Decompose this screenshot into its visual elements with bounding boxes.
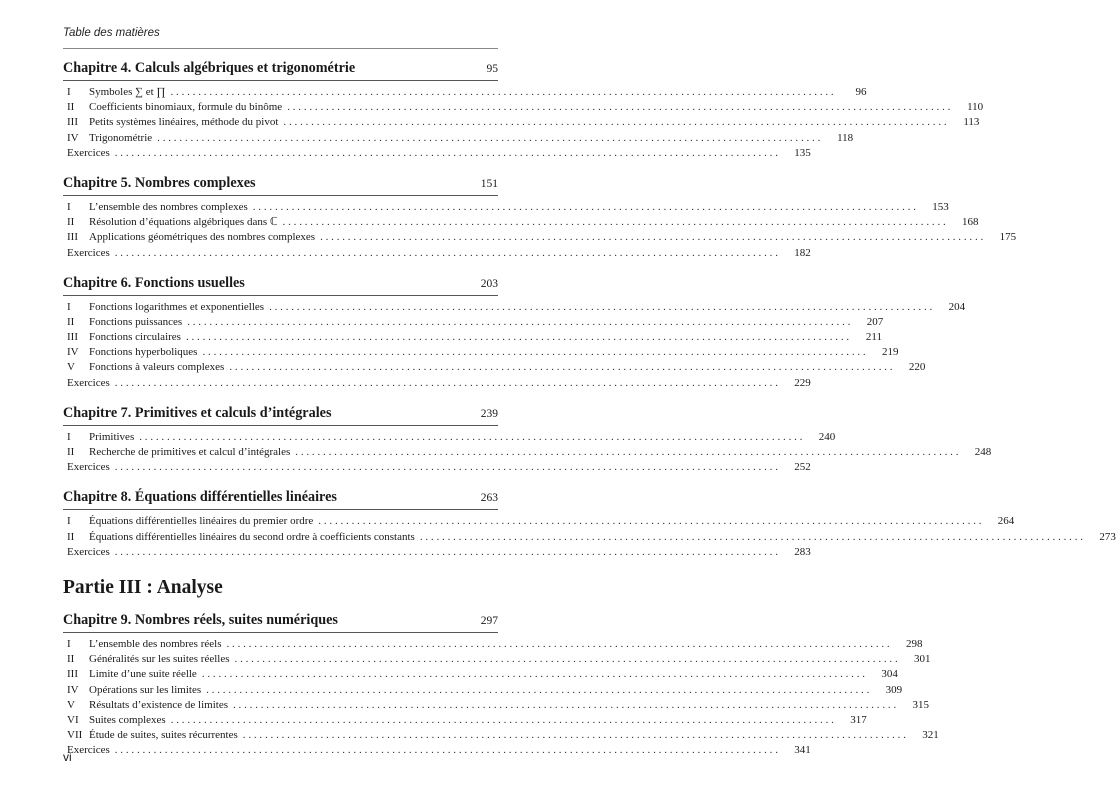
dot-leader: ........................................................................................................................ — [206, 683, 873, 696]
entry-page: 309 — [885, 683, 903, 696]
dot-leader: ........................................................................................................................ — [114, 461, 781, 474]
dot-leader: ........................................................................................................................ — [170, 86, 837, 98]
chapter-title: Chapitre 8. Équations différentielles linéaires — [63, 489, 337, 506]
toc-entry[interactable] — [63, 115, 980, 130]
dot-leader: ........................................................................................................................ — [114, 376, 781, 389]
toc-entry[interactable] — [63, 200, 949, 215]
dot-leader: ........................................................................................................................ — [229, 361, 896, 374]
entry-number: III — [67, 116, 78, 129]
entry-page: 168 — [962, 216, 979, 229]
entry-number: II — [67, 101, 75, 114]
chapter-title: Chapitre 7. Primitives et calculs d’intégrales — [63, 404, 332, 421]
toc-entry-exercises[interactable] — [63, 545, 811, 560]
toc-entry[interactable] — [63, 652, 931, 667]
entry-title: L’ensemble des nombres réels — [89, 637, 222, 650]
chapter-page: 263 — [480, 492, 498, 505]
chapter-block — [63, 173, 1017, 261]
entry-number: VII — [67, 729, 83, 742]
entry-page: 207 — [866, 315, 884, 328]
entry-number: V — [67, 698, 75, 711]
entry-number: I — [67, 86, 71, 98]
entry-page: 248 — [974, 446, 992, 458]
entry-page: 304 — [881, 668, 898, 681]
chapter-block — [63, 58, 984, 161]
chapter-heading[interactable] — [63, 173, 498, 193]
chapter-page: 151 — [480, 177, 498, 190]
entry-page: 317 — [850, 713, 867, 726]
entry-title: L’ensemble des nombres complexes — [89, 200, 248, 213]
toc-entry[interactable] — [63, 131, 854, 146]
entry-title: Exercices — [67, 744, 110, 757]
entry-number: VI — [67, 713, 79, 726]
entry-number: III — [67, 231, 78, 244]
entry-page: 252 — [794, 461, 811, 474]
chapter-heading[interactable] — [63, 610, 498, 630]
toc-entry[interactable] — [63, 530, 1116, 545]
entry-page: 175 — [999, 231, 1017, 244]
dot-leader: ........................................................................................................................ — [170, 713, 837, 726]
dot-leader: ........................................................................................................................ — [283, 116, 950, 129]
dot-leader: ........................................................................................................................ — [202, 346, 869, 359]
chapter-group-part-2 — [63, 58, 1116, 560]
entry-page: 118 — [837, 131, 854, 144]
chapter-block — [63, 403, 992, 476]
entry-page: 211 — [865, 331, 882, 344]
chapter-heading[interactable] — [63, 403, 498, 423]
toc-entry[interactable] — [63, 215, 979, 230]
dot-leader: ........................................................................................................................ — [233, 698, 899, 711]
entry-page: 135 — [794, 146, 811, 159]
entry-number: II — [67, 446, 75, 458]
chapter-block — [63, 487, 1116, 560]
dot-leader: ........................................................................................................................ — [157, 131, 824, 144]
entry-title: Symboles ∑ et ∏ — [89, 86, 166, 98]
entry-title: Primitives — [89, 430, 135, 443]
toc-entry[interactable] — [63, 667, 898, 682]
entry-number: II — [67, 216, 75, 229]
toc-entry[interactable] — [63, 728, 939, 743]
chapter-title: Chapitre 4. Calculs algébriques et trigonométrie — [63, 60, 356, 76]
entry-title: Recherche de primitives et calcul d’intégrales — [89, 446, 291, 458]
dot-leader: ........................................................................................................................ — [234, 653, 901, 666]
toc-entry[interactable] — [63, 315, 884, 330]
entry-page: 240 — [818, 430, 836, 443]
entry-title: Fonctions à valeurs complexes — [89, 361, 225, 374]
dot-leader: ........................................................................................................................ — [242, 729, 909, 742]
entry-title: Limite d’une suite réelle — [89, 668, 197, 681]
entry-title: Coefficients binomiaux, formule du binôme — [89, 101, 283, 114]
toc-entry[interactable] — [63, 330, 882, 345]
dot-leader: ........................................................................................................................ — [320, 231, 987, 244]
entry-title: Généralités sur les suites réelles — [89, 653, 230, 666]
chapter-heading[interactable] — [63, 487, 498, 507]
entry-title: Équations différentielles linéaires du premier ordre — [89, 515, 314, 528]
chapter-block — [63, 610, 939, 759]
dot-leader: ........................................................................................................................ — [114, 744, 781, 757]
toc-entry[interactable] — [63, 230, 1017, 245]
chapter-page: 203 — [480, 277, 498, 290]
toc-entry[interactable] — [63, 683, 903, 698]
chapter-page: 95 — [486, 63, 498, 75]
chapter-title: Chapitre 6. Fonctions usuelles — [63, 274, 245, 291]
entry-page: 321 — [922, 729, 939, 742]
toc-entry[interactable] — [63, 430, 836, 445]
table-of-contents — [63, 58, 1116, 770]
header-rule — [63, 48, 498, 49]
entry-title: Fonctions puissances — [89, 315, 183, 328]
dot-leader: ........................................................................................................................ — [185, 331, 852, 344]
entry-page: 298 — [905, 637, 923, 650]
page-number: vi — [63, 750, 72, 764]
entry-title: Fonctions circulaires — [89, 331, 181, 344]
entry-title: Petits systèmes linéaires, méthode du pivot — [89, 116, 279, 129]
chapter-group-part-3 — [63, 610, 939, 759]
chapter-heading[interactable] — [63, 273, 498, 293]
entry-page: 113 — [963, 116, 980, 129]
entry-page: 273 — [1099, 530, 1116, 543]
entry-page: 229 — [794, 376, 811, 389]
dot-leader: ........................................................................................................................ — [318, 515, 985, 528]
entry-number: III — [67, 331, 78, 344]
entry-title: Exercices — [67, 146, 110, 159]
entry-title: Exercices — [67, 545, 110, 558]
entry-title: Équations différentielles linéaires du second ordre à coefficients constants — [89, 530, 415, 543]
entry-page: 153 — [932, 200, 949, 213]
entry-page: 301 — [914, 653, 931, 666]
entry-number: I — [67, 637, 71, 650]
entry-number: IV — [67, 683, 79, 696]
chapter-rule — [63, 632, 498, 633]
dot-leader: ........................................................................................................................ — [295, 446, 962, 458]
entry-number: II — [67, 653, 75, 666]
dot-leader: ........................................................................................................................ — [187, 315, 854, 328]
entry-page: 110 — [967, 101, 984, 114]
toc-entry-exercises[interactable] — [63, 460, 811, 475]
toc-entry-exercises[interactable] — [63, 743, 811, 758]
entry-title: Trigonométrie — [89, 131, 153, 144]
dot-leader: ........................................................................................................................ — [114, 545, 781, 558]
dot-leader: ........................................................................................................................ — [419, 530, 1086, 543]
entry-title: Exercices — [67, 461, 110, 474]
entry-number: II — [67, 315, 75, 328]
entry-page: 96 — [855, 86, 867, 98]
chapter-rule — [63, 509, 498, 510]
toc-entry[interactable] — [63, 100, 984, 115]
entry-page: 264 — [997, 515, 1015, 528]
entry-page: 220 — [908, 361, 926, 374]
toc-entry[interactable] — [63, 514, 1015, 529]
entry-page: 219 — [881, 346, 899, 359]
entry-number: IV — [67, 346, 79, 359]
entry-title: Suites complexes — [89, 713, 166, 726]
dot-leader: ........................................................................................................................ — [201, 668, 868, 681]
entry-number: I — [67, 300, 71, 313]
chapter-page: 297 — [480, 614, 498, 627]
dot-leader: ........................................................................................................................ — [139, 430, 806, 443]
chapter-rule — [63, 295, 498, 296]
entry-page: 341 — [794, 744, 811, 757]
entry-title: Exercices — [67, 376, 110, 389]
entry-title: Opérations sur les limites — [89, 683, 202, 696]
toc-entry-exercises[interactable] — [63, 146, 811, 161]
toc-entry[interactable] — [63, 300, 966, 315]
toc-entry[interactable] — [63, 345, 899, 360]
entry-title: Résultats d’existence de limites — [89, 698, 228, 711]
chapter-rule — [63, 425, 498, 426]
dot-leader: ........................................................................................................................ — [114, 246, 781, 259]
dot-leader: ........................................................................................................................ — [114, 146, 781, 159]
chapter-title: Chapitre 5. Nombres complexes — [63, 174, 256, 191]
dot-leader: ........................................................................................................................ — [282, 216, 949, 229]
chapter-page: 239 — [480, 407, 498, 420]
entry-number: V — [67, 361, 75, 374]
dot-leader: ........................................................................................................................ — [252, 200, 919, 213]
entry-page: 315 — [912, 698, 929, 711]
toc-entry-exercises[interactable] — [63, 246, 811, 261]
chapter-title: Chapitre 9. Nombres réels, suites numériques — [63, 611, 338, 628]
toc-entry[interactable] — [63, 698, 929, 713]
dot-leader: ........................................................................................................................ — [226, 637, 893, 650]
chapter-rule — [63, 80, 498, 81]
entry-number: I — [67, 515, 71, 528]
toc-entry[interactable] — [63, 637, 923, 652]
entry-number: II — [67, 530, 75, 543]
entry-number: IV — [67, 131, 79, 144]
entry-title: Fonctions hyperboliques — [89, 346, 198, 359]
chapter-rule — [63, 195, 498, 196]
entry-title: Étude de suites, suites récurrentes — [89, 729, 238, 742]
toc-entry[interactable] — [63, 85, 867, 100]
entry-page: 182 — [794, 246, 811, 259]
toc-entry[interactable] — [63, 360, 926, 375]
entry-number: III — [67, 668, 78, 681]
running-head: Table des matières — [63, 27, 160, 39]
toc-entry-exercises[interactable] — [63, 376, 811, 391]
entry-title: Exercices — [67, 246, 110, 259]
toc-entry[interactable] — [63, 445, 992, 460]
entry-number: I — [67, 200, 71, 213]
entry-title: Applications géométriques des nombres complexes — [89, 231, 316, 244]
entry-title: Résolution d’équations algébriques dans ℂ — [89, 216, 278, 229]
chapter-block — [63, 273, 966, 391]
chapter-heading[interactable] — [63, 58, 498, 78]
entry-number: I — [67, 430, 71, 443]
entry-page: 283 — [794, 545, 811, 558]
dot-leader: ........................................................................................................................ — [269, 300, 936, 313]
dot-leader: ........................................................................................................................ — [287, 101, 954, 114]
toc-entry[interactable] — [63, 713, 867, 728]
entry-title: Fonctions logarithmes et exponentielles — [89, 300, 265, 313]
entry-page: 204 — [948, 300, 966, 313]
part-title: Partie III : Analyse — [63, 576, 223, 598]
